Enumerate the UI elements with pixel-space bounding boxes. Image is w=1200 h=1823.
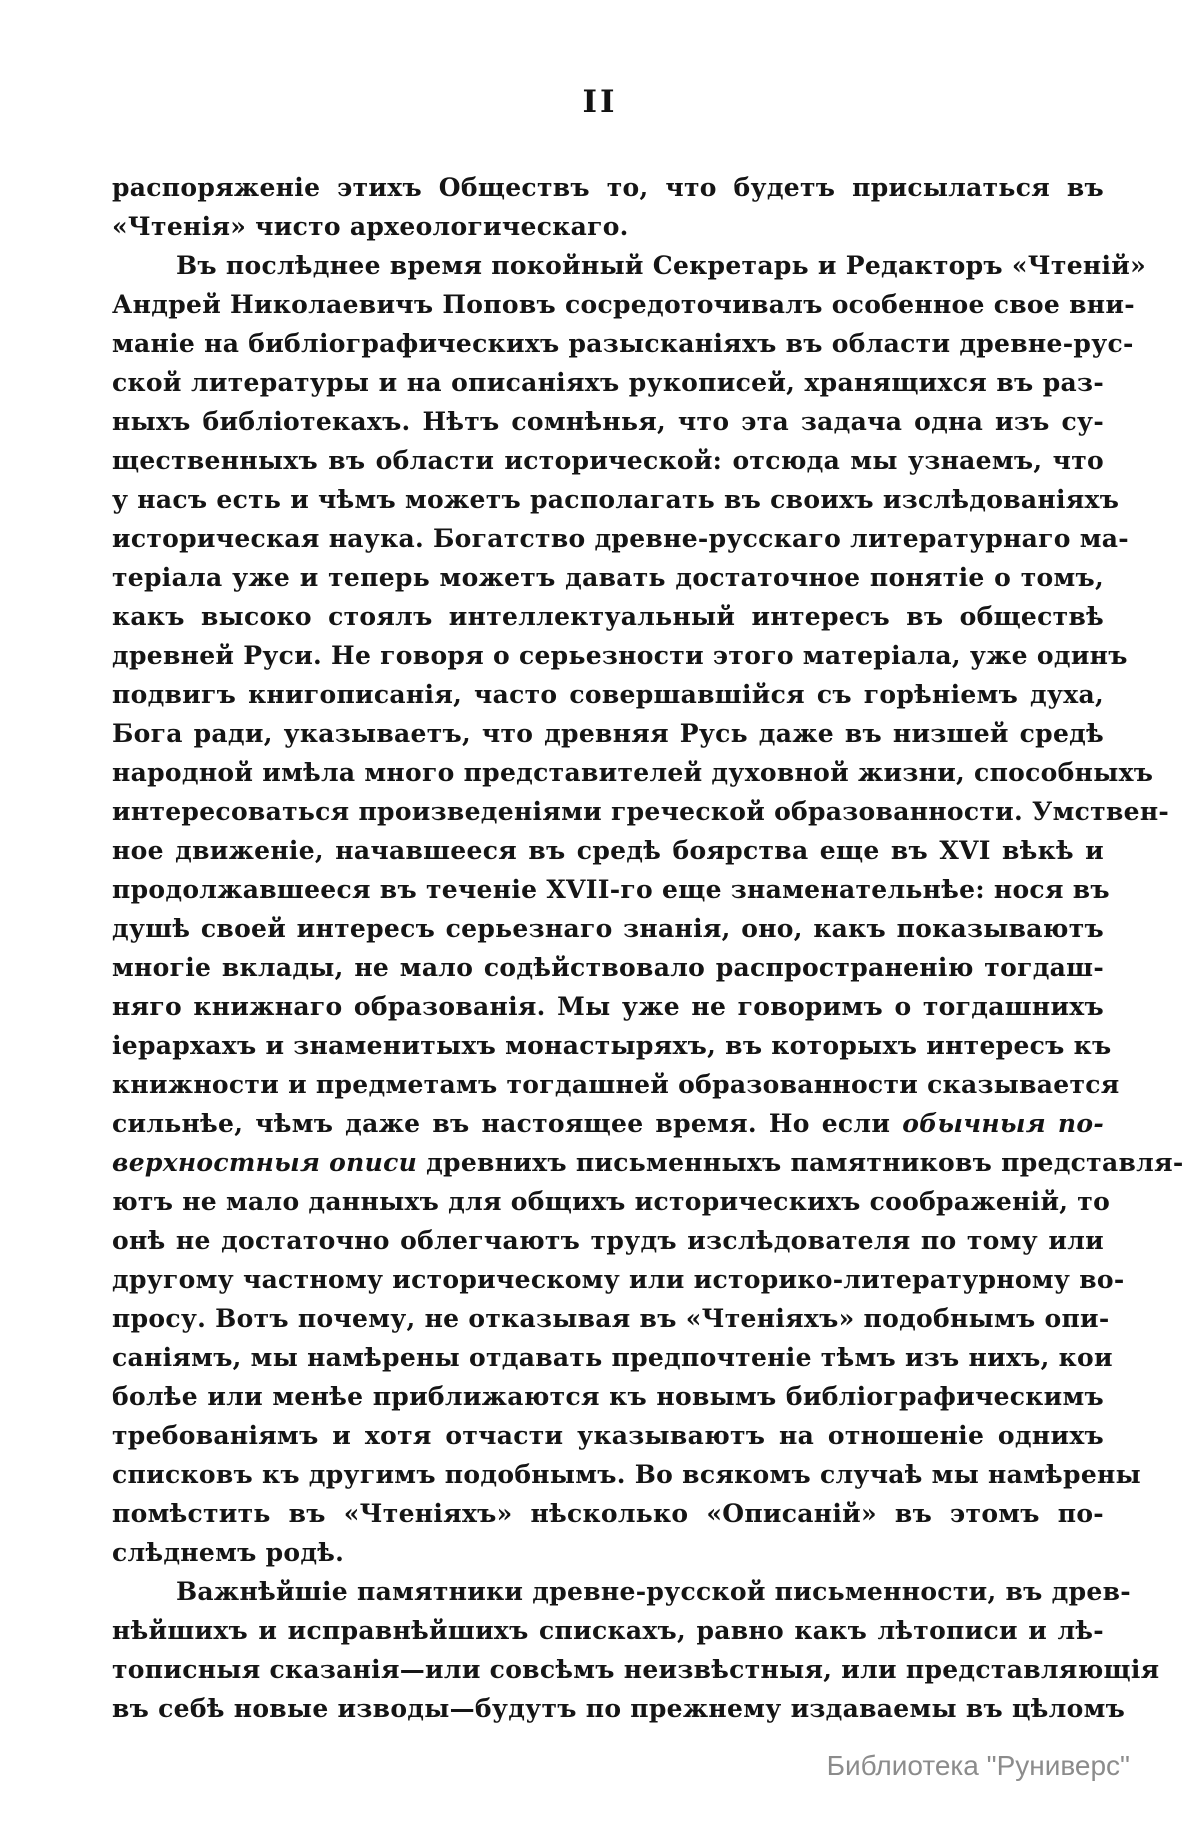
text-line — [112, 636, 1128, 675]
text-segment: онѣ не достаточно облегчаютъ трудъ изслѣдователя по тому или — [112, 1226, 1104, 1255]
text-line — [112, 519, 1129, 558]
text-line — [112, 753, 1154, 792]
text-segment: подвигъ книгописанія, часто совершавшійся съ горѣніемъ духа, — [112, 680, 1104, 709]
text-segment: ской литературы и на описаніяхъ рукописей, хранящихся въ раз- — [112, 368, 1104, 397]
text-line — [112, 480, 1120, 519]
text-line — [112, 1338, 1113, 1377]
text-segment: списковъ къ другимъ подобнымъ. Во всякомъ случаѣ мы намѣрены — [112, 1460, 1141, 1489]
text-segment: продолжавшееся въ теченіе XVII-го еще знаменательнѣе: нося въ — [112, 875, 1110, 904]
text-segment: другому частному историческому или историко-литературному во- — [112, 1265, 1125, 1294]
text-segment: Важнѣйшіе памятники древне-русской письменности, въ древ- — [176, 1577, 1131, 1606]
text-segment: просу. Вотъ почему, не отказывая въ «Чтеніяхъ» подобнымъ опи- — [112, 1304, 1110, 1333]
text-segment: историческая наука. Богатство древне-русскаго литературнаго ма- — [112, 524, 1129, 553]
text-line — [112, 1299, 1110, 1338]
text-segment: древней Руси. Не говоря о серьезности этого матеріала, уже одинъ — [112, 641, 1128, 670]
page-number: II — [582, 84, 618, 120]
text-line — [112, 324, 1134, 363]
text-segment: іерархахъ и знаменитыхъ монастыряхъ, въ которыхъ интересъ къ — [112, 1031, 1112, 1060]
text-line — [112, 246, 1147, 285]
text-line — [112, 1104, 1104, 1143]
text-line — [112, 207, 1104, 246]
text-segment: щественныхъ въ области исторической: отсюда мы узнаемъ, что — [112, 446, 1104, 475]
italic-text-segment: обычныя по- — [902, 1109, 1104, 1138]
text-line — [112, 1416, 1104, 1455]
text-line — [112, 831, 1104, 870]
text-line — [112, 1377, 1104, 1416]
text-line — [112, 675, 1104, 714]
text-segment: тописныя сказанія—или совсѣмъ неизвѣстныя, или представляющія — [112, 1655, 1160, 1684]
text-segment: няго книжнаго образованія. Мы уже не говоримъ о тогдашнихъ — [112, 992, 1104, 1021]
text-line — [112, 1572, 1131, 1611]
text-segment: саніямъ, мы намѣрены отдавать предпочтеніе тѣмъ изъ нихъ, кои — [112, 1343, 1113, 1372]
text-line — [112, 441, 1104, 480]
text-segment: помѣстить въ «Чтеніяхъ» нѣсколько «Описаній» въ этомъ по- — [112, 1499, 1104, 1528]
text-line — [112, 558, 1104, 597]
text-line — [112, 1533, 1104, 1572]
text-segment: ютъ не мало данныхъ для общихъ историческихъ соображеній, то — [112, 1187, 1111, 1216]
text-line — [112, 1650, 1160, 1689]
text-segment: маніе на библіографическихъ разысканіяхъ въ области древне-рус- — [112, 329, 1134, 358]
text-line — [112, 792, 1170, 831]
text-segment: многіе вклады, не мало содѣйствовало распространенію тогдаш- — [112, 953, 1104, 982]
text-segment: теріала уже и теперь можетъ давать достаточное понятіе о томъ, — [112, 563, 1104, 592]
text-line — [112, 1143, 1184, 1182]
text-line — [112, 597, 1104, 636]
text-line — [112, 714, 1104, 753]
text-segment: «Чтенія» чисто археологическаго. — [112, 212, 629, 241]
text-line — [112, 402, 1104, 441]
text-segment: книжности и предметамъ тогдашней образованности сказывается — [112, 1070, 1120, 1099]
text-segment: Андрей Николаевичъ Поповъ сосредоточивалъ особенное свое вни- — [112, 290, 1135, 319]
text-segment: слѣднемъ родѣ. — [112, 1538, 345, 1567]
text-line — [112, 870, 1110, 909]
text-segment: у насъ есть и чѣмъ можетъ располагать въ своихъ изслѣдованіяхъ — [112, 485, 1120, 514]
italic-text-segment: верхностныя описи — [112, 1148, 418, 1177]
text-segment: древнихъ письменныхъ памятниковъ представля- — [417, 1148, 1184, 1177]
text-line — [112, 1455, 1141, 1494]
text-segment: ныхъ библіотекахъ. Нѣтъ сомнѣнья, что эта задача одна изъ су- — [112, 407, 1104, 436]
text-line — [112, 1221, 1104, 1260]
text-segment: сильнѣе, чѣмъ даже въ настоящее время. Но если — [112, 1109, 903, 1138]
text-segment: интересоваться произведеніями греческой образованности. Умствен- — [112, 797, 1170, 826]
text-line — [112, 168, 1104, 207]
text-line — [112, 1611, 1104, 1650]
library-watermark: Библиотека "Руниверс" — [826, 1750, 1130, 1781]
text-line — [112, 1182, 1111, 1221]
text-line — [112, 363, 1104, 402]
text-line — [112, 987, 1104, 1026]
text-line — [112, 1260, 1125, 1299]
text-segment: Въ послѣднее время покойный Секретарь и Редакторъ «Чтеній» — [176, 251, 1147, 280]
text-segment: распоряженіе этихъ Обществъ то, что будетъ присылаться въ — [112, 173, 1104, 202]
text-line — [112, 1689, 1126, 1728]
text-segment: народной имѣла много представителей духовной жизни, способныхъ — [112, 758, 1154, 787]
text-line — [112, 948, 1104, 987]
text-line — [112, 1494, 1104, 1533]
text-segment: ное движеніе, начавшееся въ средѣ боярства еще въ XVI вѣкѣ и — [112, 836, 1104, 865]
text-line — [112, 285, 1135, 324]
text-line — [112, 909, 1104, 948]
text-line — [112, 1065, 1120, 1104]
text-line — [112, 1026, 1112, 1065]
text-segment: требованіямъ и хотя отчасти указываютъ на отношеніе однихъ — [112, 1421, 1104, 1450]
text-segment: какъ высоко стоялъ интеллектуальный интересъ въ обществѣ — [112, 602, 1104, 631]
text-segment: въ себѣ новые изводы—будутъ по прежнему издаваемы въ цѣломъ — [112, 1694, 1126, 1723]
body-text-block — [112, 168, 1184, 1728]
text-segment: болѣе или менѣе приближаются къ новымъ библіографическимъ — [112, 1382, 1104, 1411]
text-segment: Бога ради, указываетъ, что древняя Русь даже въ низшей средѣ — [112, 719, 1104, 748]
text-segment: нѣйшихъ и исправнѣйшихъ спискахъ, равно какъ лѣтописи и лѣ- — [112, 1616, 1104, 1645]
text-segment: душѣ своей интересъ серьезнаго знанія, оно, какъ показываютъ — [112, 914, 1104, 943]
